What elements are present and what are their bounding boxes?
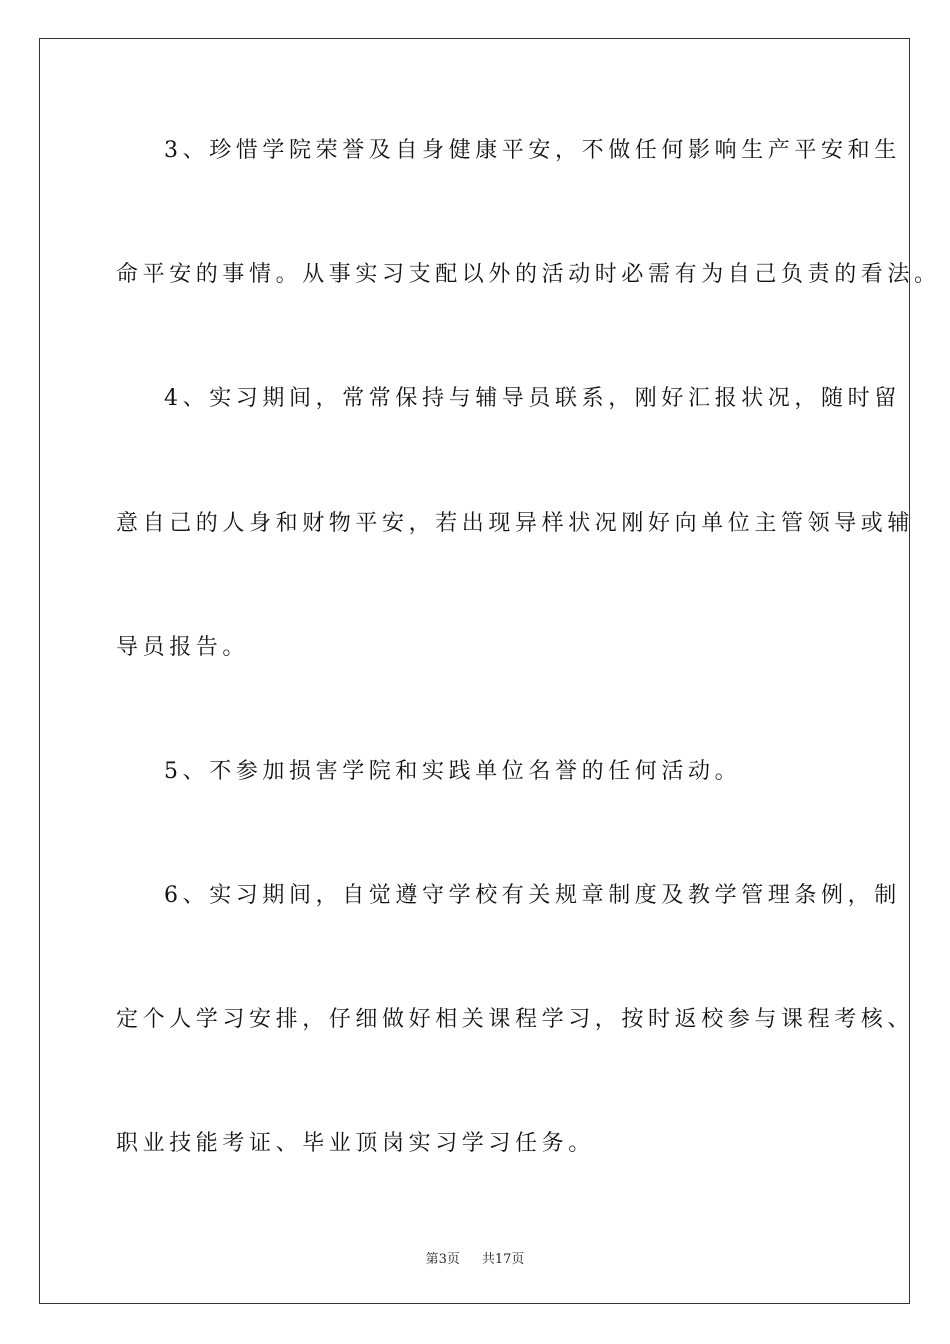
paragraph-3-line-1: 3、珍惜学院荣誉及自身健康平安，不做任何影响生产平安和生: [164, 138, 901, 163]
paragraph-4-line-1: 4、实习期间，常常保持与辅导员联系，刚好汇报状况，随时留: [164, 386, 901, 411]
paragraph-6-line-1: 6、实习期间，自觉遵守学校有关规章制度及教学管理条例，制: [164, 883, 901, 908]
page-total: 共17页: [481, 1252, 525, 1267]
paragraph-6-line-2: 定个人学习安排，仔细做好相关课程学习，按时返校参与课程考核、: [116, 1007, 915, 1032]
paragraph-4-line-2: 意自己的人身和财物平安，若出现异样状况刚好向单位主管领导或辅: [116, 511, 915, 536]
paragraph-5-line-1: 5、不参加损害学院和实践单位名誉的任何活动。: [164, 759, 742, 784]
paragraph-6-line-3: 职业技能考证、毕业顶岗实习学习任务。: [116, 1131, 595, 1156]
paragraph-4-line-3: 导员报告。: [116, 635, 250, 660]
page-number: 第3页: [425, 1252, 460, 1267]
paragraph-3-line-2: 命平安的事情。从事实习支配以外的活动时必需有为自己负责的看法。: [116, 262, 941, 287]
page-footer: [0, 1248, 950, 1267]
page-border: [39, 38, 941, 1304]
